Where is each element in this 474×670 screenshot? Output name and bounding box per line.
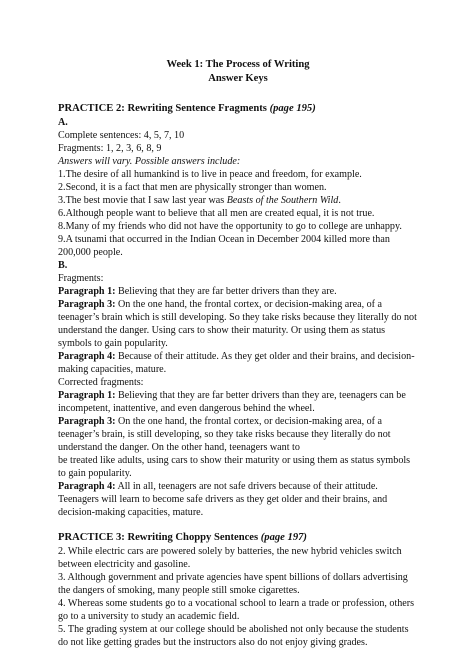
corrected-paragraph — [58, 415, 418, 454]
choppy-answer: 5. The grading system at our college should be abolished not only because the students do not like getting grades but the instructors also do not enjoy giving grades. — [58, 624, 409, 648]
answer-item-text: 3.The best movie that I saw last year was — [58, 195, 227, 206]
paragraph-label: Paragraph 1: — [58, 390, 116, 401]
paragraph-label: Paragraph 3: — [58, 299, 116, 310]
paragraph-label: Paragraph 4: — [58, 481, 116, 492]
choppy-answer: 2. While electric cars are powered solely by batteries, the new hybrid vehicles switch between electricity and gasoline. — [58, 546, 402, 570]
paragraph-text: All in all, teenagers are not safe drivers because of their attitude. Teenagers will learn to become safe drivers as they get older and their brains, and decision-making capacities, mature. — [58, 481, 388, 518]
fragment-paragraph — [58, 350, 418, 376]
section-b-letter: B. — [58, 260, 68, 271]
answer-item — [58, 194, 418, 207]
complete-sentences: Complete sentences: 4, 5, 7, 10 — [58, 130, 185, 141]
practice3-page-ref: (page 197) — [260, 532, 307, 543]
paragraph-text: Believing that they are far better drivers than they are. — [115, 286, 337, 297]
paragraph-text: On the one hand, the frontal cortex, or decision-making area, of a teenager’s brain which is still developing. So they take risks because they literally do not understand the danger. Using cars to show their maturity. Or using them as status symbols to gain popularity. — [58, 299, 417, 349]
fragments-label: Fragments: — [58, 273, 104, 284]
paragraph-label: Paragraph 1: — [58, 286, 116, 297]
paragraph-text: On the one hand, the frontal cortex, or decision-making area, of a teenager’s brain, is still developing, so they take risks because they literally do not understand the danger. On the other hand, teenagers want to — [58, 416, 391, 453]
answers-note: Answers will vary. Possible answers include: — [58, 156, 241, 167]
answer-item: 2.Second, it is a fact that men are physically stronger than women. — [58, 182, 327, 193]
choppy-answer: 3. Although government and private agencies have spent billions of dollars advertising the dangers of smoking, many people still smoke cigarettes. — [58, 572, 408, 596]
paragraph-text: Believing that they are far better drivers than they are, teenagers can be incompetent, inattentive, and even dangerous behind the wheel. — [58, 390, 406, 414]
fragments-list: Fragments: 1, 2, 3, 6, 8, 9 — [58, 143, 162, 154]
corrected-paragraph-continuation — [58, 454, 418, 480]
fragment-paragraph — [58, 298, 418, 350]
practice2-heading-text: PRACTICE 2: Rewriting Sentence Fragments — [58, 103, 267, 114]
practice3-heading — [58, 531, 418, 545]
title-block — [58, 58, 418, 86]
practice3-heading-text: PRACTICE 3: Rewriting Choppy Sentences — [58, 532, 259, 543]
corrected-paragraph — [58, 480, 418, 519]
paragraph-label: Paragraph 3: — [58, 416, 116, 427]
answer-item: 1.The desire of all humankind is to live in peace and freedom, for example. — [58, 169, 362, 180]
answer-item-end: . — [338, 195, 341, 206]
corrected-paragraph — [58, 389, 418, 415]
answer-item: 6.Although people want to believe that all men are created equal, it is not true. — [58, 208, 375, 219]
paragraph-text: be treated like adults, using cars to show their maturity or using them as status symbols to gain popularity. — [58, 455, 411, 479]
answer-item: 8.Many of my friends who did not have the opportunity to go to college are unhappy. — [58, 221, 402, 232]
paragraph-label: Paragraph 4: — [58, 351, 116, 362]
movie-title: Beasts of the Southern Wild — [226, 195, 339, 206]
practice2-heading — [58, 102, 418, 116]
section-spacer — [58, 519, 418, 531]
practice2-page-ref: (page 195) — [269, 103, 316, 114]
corrected-label: Corrected fragments: — [58, 377, 144, 388]
answer-item: 9.A tsunami that occurred in the Indian Ocean in December 2004 killed more than 200,000 people. — [58, 234, 390, 258]
fragment-paragraph — [58, 285, 418, 298]
choppy-answer: 4. Whereas some students go to a vocational school to learn a trade or profession, others go to a university to study an academic field. — [58, 598, 415, 622]
section-a-letter: A. — [58, 117, 68, 128]
page-title: Week 1: The Process of Writing — [166, 59, 310, 70]
paragraph-text: Because of their attitude. As they get older and their brains, and decision-making capacities, mature. — [58, 351, 415, 375]
page-subtitle: Answer Keys — [208, 73, 268, 84]
